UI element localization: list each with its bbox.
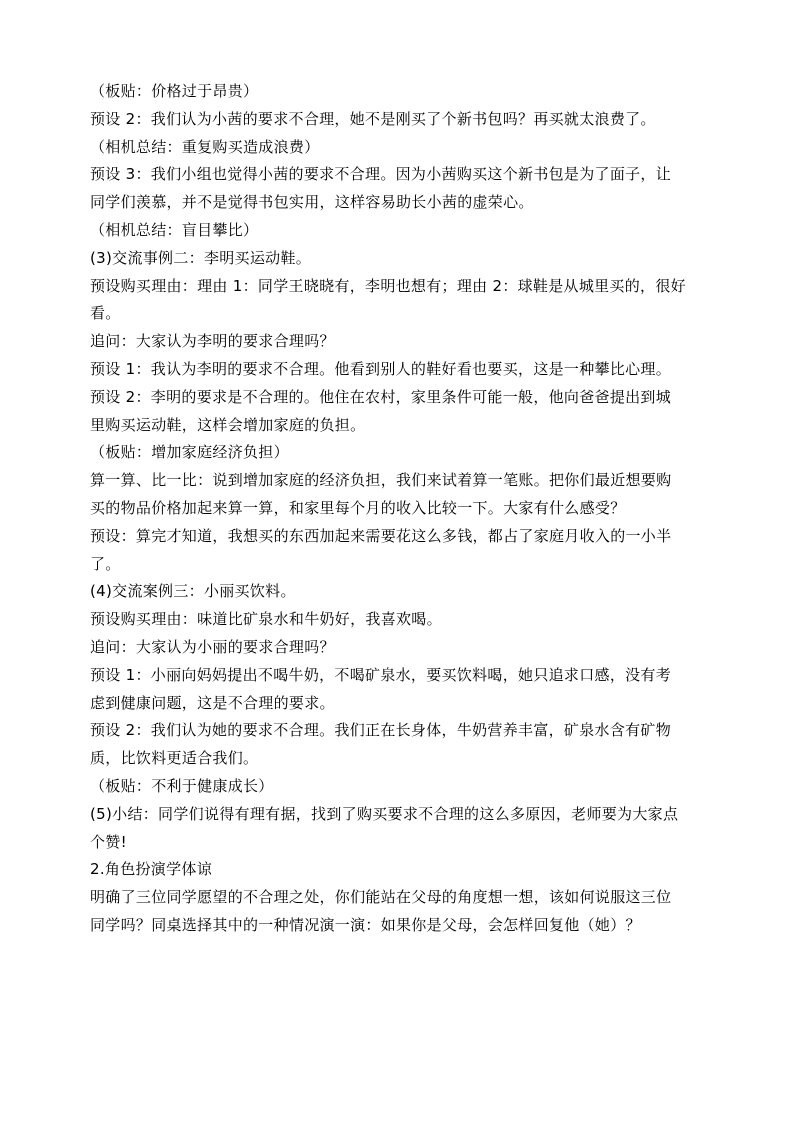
board-note-line: （板贴：增加家庭经济负担）: [90, 443, 289, 462]
text-line: 追问：大家认为小丽的要求合理吗？: [90, 637, 335, 656]
text-line: 虑到健康问题，这是不合理的要求。: [90, 693, 335, 712]
text-line: 预设 2：我们认为小茜的要求不合理，她不是刚买了个新书包吗？再买就太浪费了。: [90, 109, 656, 128]
text-line: 同学们羡慕，并不是觉得书包实用，这样容易助长小茜的虚荣心。: [90, 193, 534, 212]
text-line: 预设购买理由：味道比矿泉水和牛奶好，我喜欢喝。: [90, 610, 442, 629]
text-line: 质，比饮料更适合我们。: [90, 749, 259, 768]
text-line: 预设 2：李明的要求是不合理的。他住在农村，家里条件可能一般，他向爸爸提出到城: [90, 387, 672, 406]
section-heading: (5)小结：同学们说得有理有据，找到了购买要求不合理的这么多原因，老师要为大家点: [90, 804, 679, 823]
text-line: 买的物品价格加起来算一算，和家里每个月的收入比较一下。大家有什么感受？: [90, 498, 626, 517]
text-line: 预设 2：我们认为她的要求不合理。我们正在长身体，牛奶营养丰富，矿泉水含有矿物: [90, 721, 672, 740]
text-line: 预设：算完才知道，我想买的东西加起来需要花这么多钱，都占了家庭月收入的一小半: [90, 526, 672, 545]
text-line: 看。: [90, 304, 121, 323]
text-line: 同学吗？同桌选择其中的一种情况演一演：如果你是父母，会怎样回复他（她）？: [90, 915, 641, 934]
text-line: 预设 1：我认为李明的要求不合理。他看到别人的鞋好看也要买，这是一种攀比心理。: [90, 359, 672, 378]
text-line: 预设 1：小丽向妈妈提出不喝牛奶，不喝矿泉水，要买饮料喝，她只追求口感，没有考: [90, 665, 672, 684]
text-line: 了。: [90, 554, 121, 573]
section-heading: (3)交流事例二：李明买运动鞋。: [90, 248, 312, 267]
board-note-line: （板贴：价格过于昂贵）: [90, 82, 259, 100]
summary-note-line: （相机总结：重复购买造成浪费）: [90, 137, 320, 156]
text-line: 个赞!: [90, 832, 127, 851]
board-note-line: （板贴：不利于健康成长）: [90, 776, 274, 795]
section-heading: (4)交流案例三：小丽买饮料。: [90, 582, 296, 601]
section-heading: 2.角色扮演学体谅: [90, 860, 213, 879]
text-line: 算一算、比一比：说到增加家庭的经济负担，我们来试着算一笔账。把你们最近想要购: [90, 471, 672, 490]
document-body: [90, 78, 715, 940]
text-line: 预设购买理由：理由 1：同学王晓晓有，李明也想有；理由 2：球鞋是从城里买的，很好: [90, 276, 686, 295]
text-line: 追问：大家认为李明的要求合理吗？: [90, 332, 335, 351]
text-line: 明确了三位同学愿望的不合理之处，你们能站在父母的角度想一想，该如何说服这三位: [90, 888, 672, 907]
text-line: 预设 3：我们小组也觉得小茜的要求不合理。因为小茜购买这个新书包是为了面子，让: [90, 165, 672, 184]
summary-note-line: （相机总结：盲目攀比）: [90, 220, 259, 239]
text-line: 里购买运动鞋，这样会增加家庭的负担。: [90, 415, 366, 434]
